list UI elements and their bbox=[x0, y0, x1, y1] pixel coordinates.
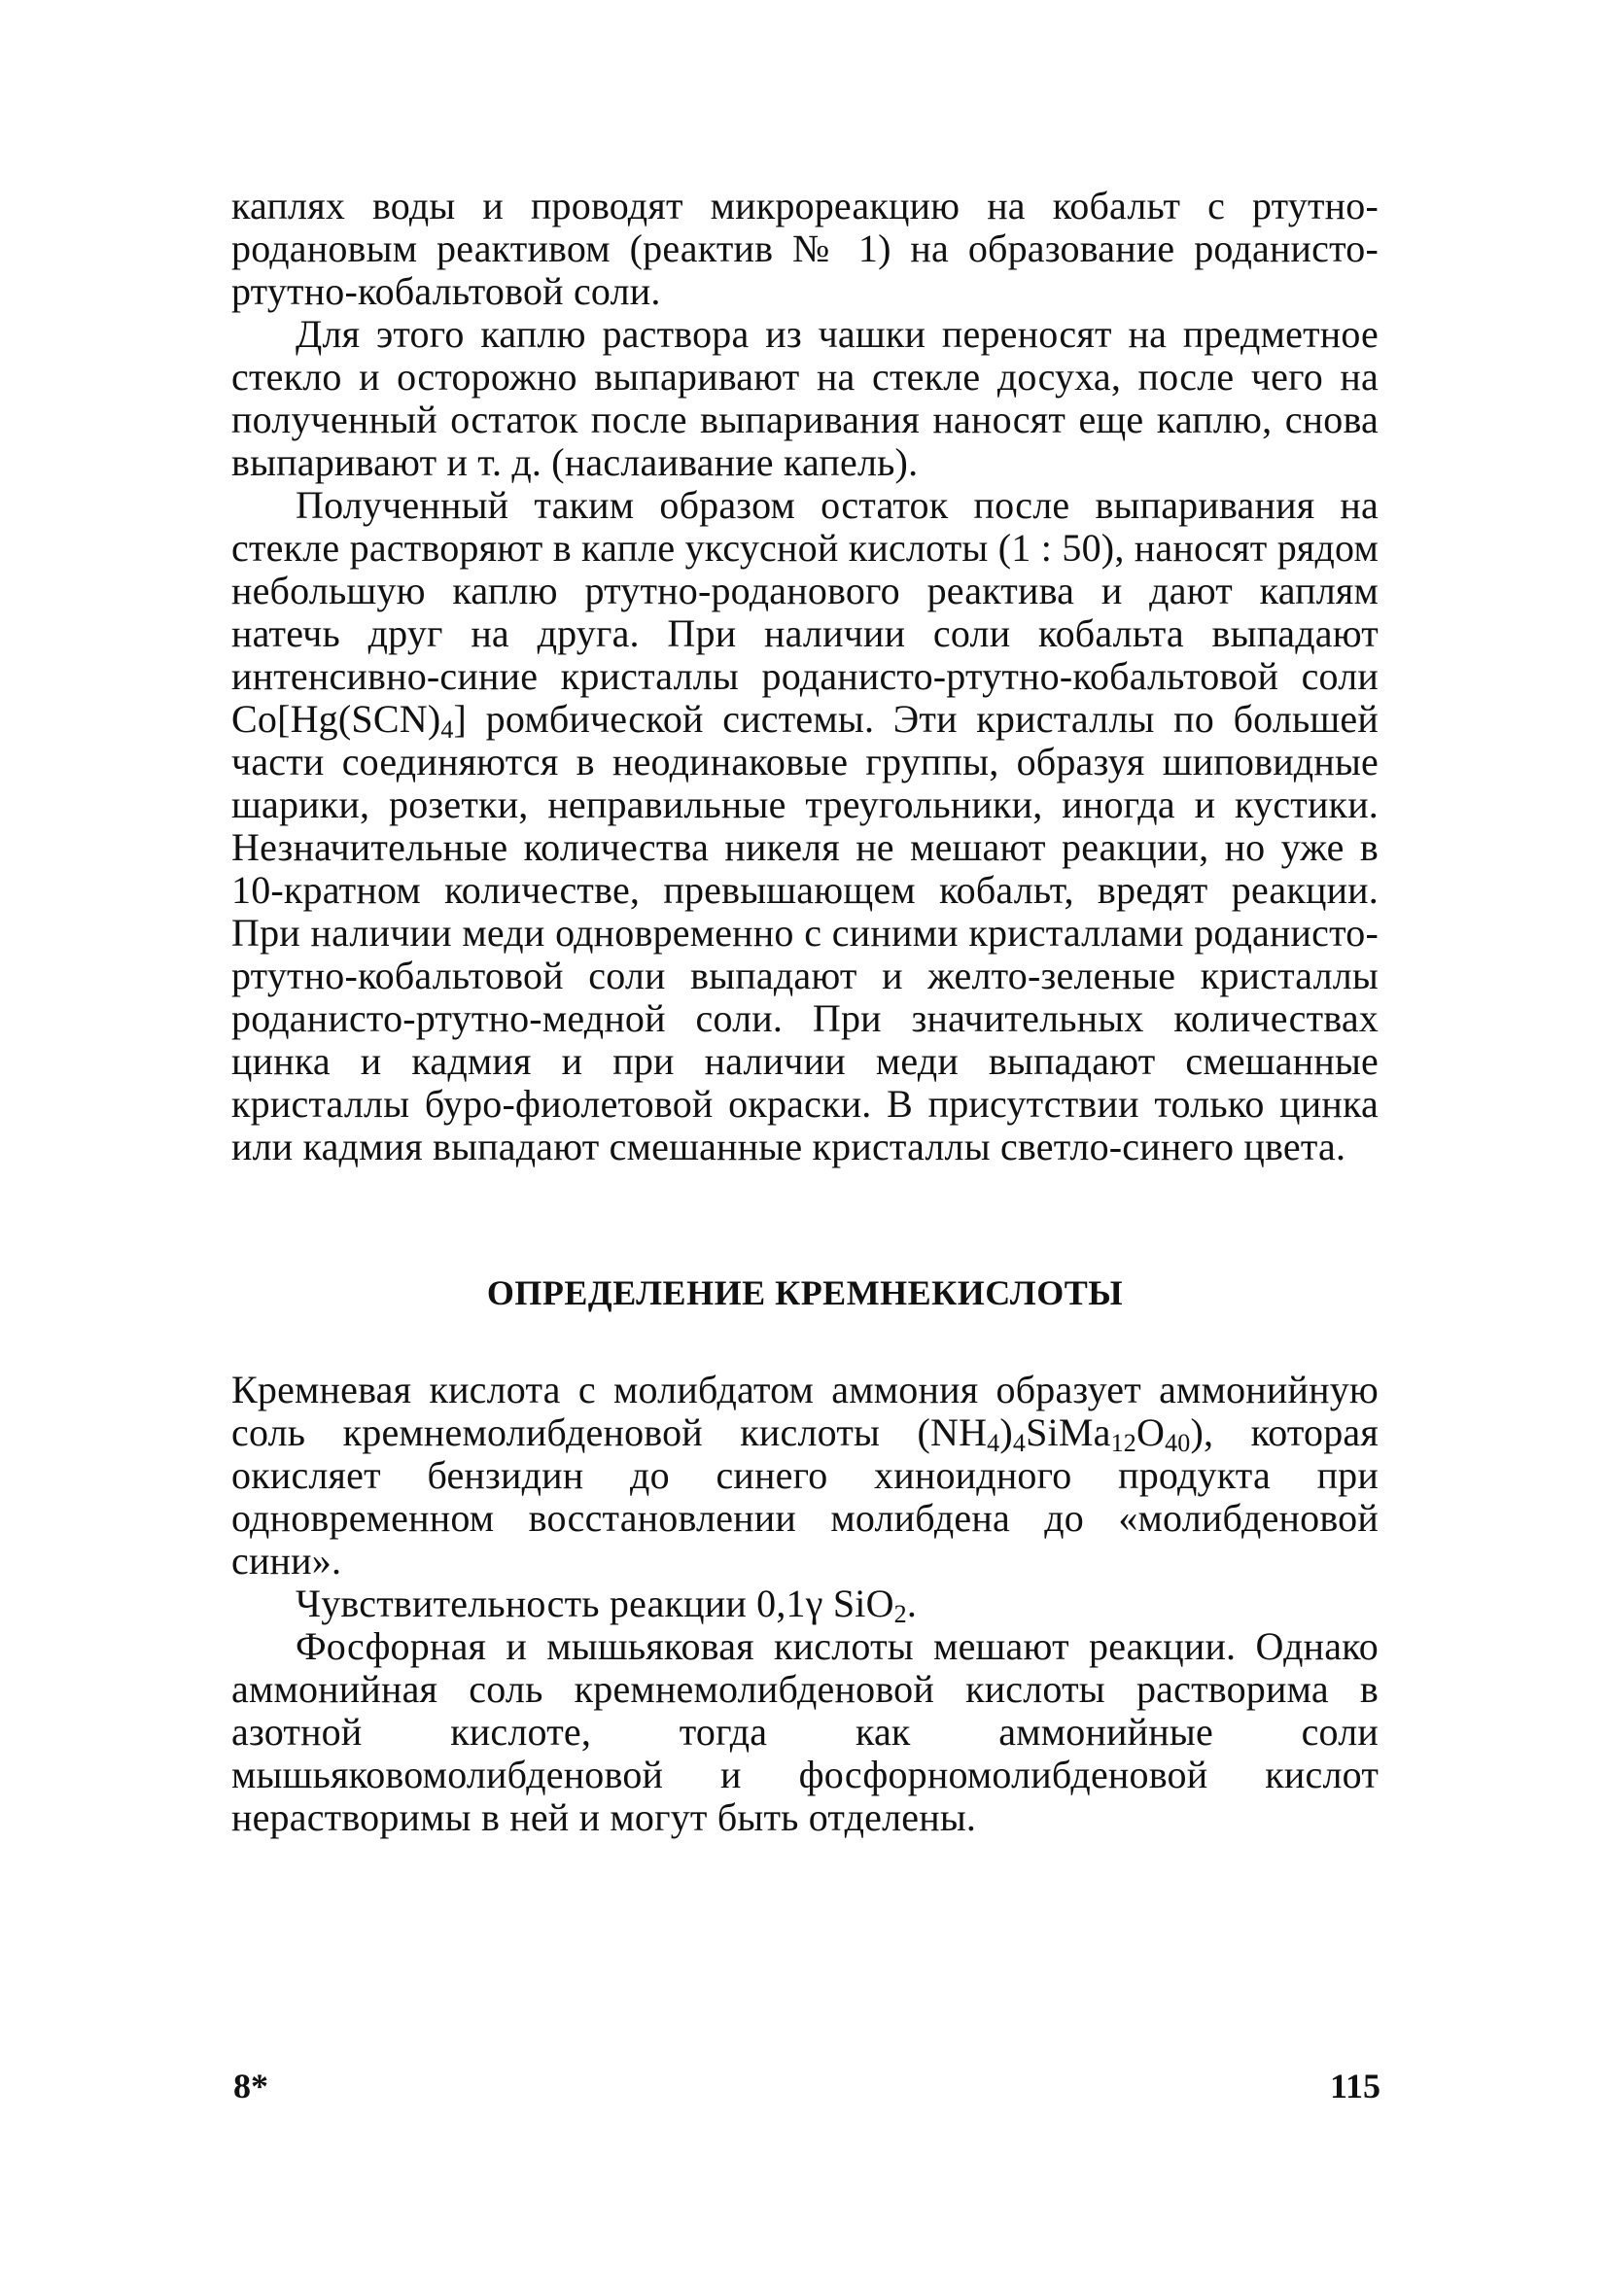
text-segment: Кремневая кислота с молибдатом аммония образует аммонийную соль кремнемолибденовой кислоты (NH bbox=[231, 1368, 1379, 1454]
paragraph-silicic-acid bbox=[231, 1369, 1379, 1583]
subscript: 12 bbox=[1110, 1429, 1136, 1457]
text-segment: ] ромбической системы. Эти кристаллы по большей части соединяются в неодинаковые группы, образуя шиповидные шарики, розетки, неправильные треугольники, иногда и кустики. Незначительные количества никеля не мешают реакции, но уже в 10-кратном количестве, превышающем кобальт, вредят реакции. При наличии меди одновременно с синими кристаллами роданисто-ртутно-кобальтовой соли выпадают и желто-зеленые кристаллы роданисто-ртутно-медной соли. При значительных количествах цинка и кадмия и при наличии меди выпадают смешанные кристаллы буро-фиолетовой окраски. В присутствии только цинка или кадмия выпадают смешанные кристаллы светло-синего цвета. bbox=[231, 697, 1379, 1168]
text-segment: ), которая окисляет бензидин до синего хиноидного продукта при одновременном восстановлении молибдена до «молибденовой сини». bbox=[231, 1410, 1379, 1583]
paragraph-interference: Фосфорная и мышьяковая кислоты мешают реакции. Однако аммонийная соль кремнемолибденовой кислоты растворима в азотной кислоте, тогда как аммонийные соли мышьяковомолибденовой и фосфорномолибденовой кислот нерастворимы в ней и могут быть отделены. bbox=[231, 1624, 1379, 1839]
subscript: 4 bbox=[1012, 1429, 1027, 1457]
text-segment: ) bbox=[999, 1410, 1013, 1454]
paragraph-sensitivity bbox=[231, 1582, 1379, 1628]
page-body bbox=[231, 185, 1379, 1839]
text-segment: Полученный таким образом остаток после выпаривания на стекле растворяют в капле уксусной кислоты (1 : 50), наносят рядом небольшую каплю ртутно-роданового реактива и дают каплям натечь друг на друга. При наличии соли кобальта выпадают интенсивно-синие кристаллы роданисто-ртутно-кобальтовой соли Co[Hg(SCN) bbox=[231, 483, 1379, 741]
subscript: 4 bbox=[987, 1429, 1000, 1457]
page-number: 115 bbox=[1329, 2067, 1380, 2105]
signature-mark: 8* bbox=[233, 2067, 268, 2105]
text-segment: Чувствительность реакции 0,1γ SiO bbox=[296, 1582, 894, 1625]
section-title: ОПРЕДЕЛЕНИЕ КРЕМНЕКИСЛОТЫ bbox=[486, 1273, 1124, 1312]
subscript: 40 bbox=[1165, 1429, 1191, 1457]
paragraph-continuation: каплях воды и проводят микрореакцию на кобальт с ртутно-родановым реактивом (реактив № 1) на образование роданисто-ртутно-кобальтовой соли. bbox=[231, 184, 1379, 313]
paragraph-evaporation: Для этого каплю раствора из чашки переносят на предметное стекло и осторожно выпаривают на стекле досуха, после чего на полученный остаток после выпаривания наносят еще каплю, снова выпаривают и т. д. (наслаивание капель). bbox=[231, 312, 1379, 484]
text-segment: O bbox=[1136, 1410, 1166, 1454]
subscript: 2 bbox=[893, 1600, 907, 1628]
text-segment: SiMa bbox=[1026, 1410, 1111, 1454]
paragraph-cobalt-reaction bbox=[231, 484, 1379, 1168]
text-segment: . bbox=[906, 1582, 918, 1625]
subscript: 4 bbox=[440, 715, 454, 744]
